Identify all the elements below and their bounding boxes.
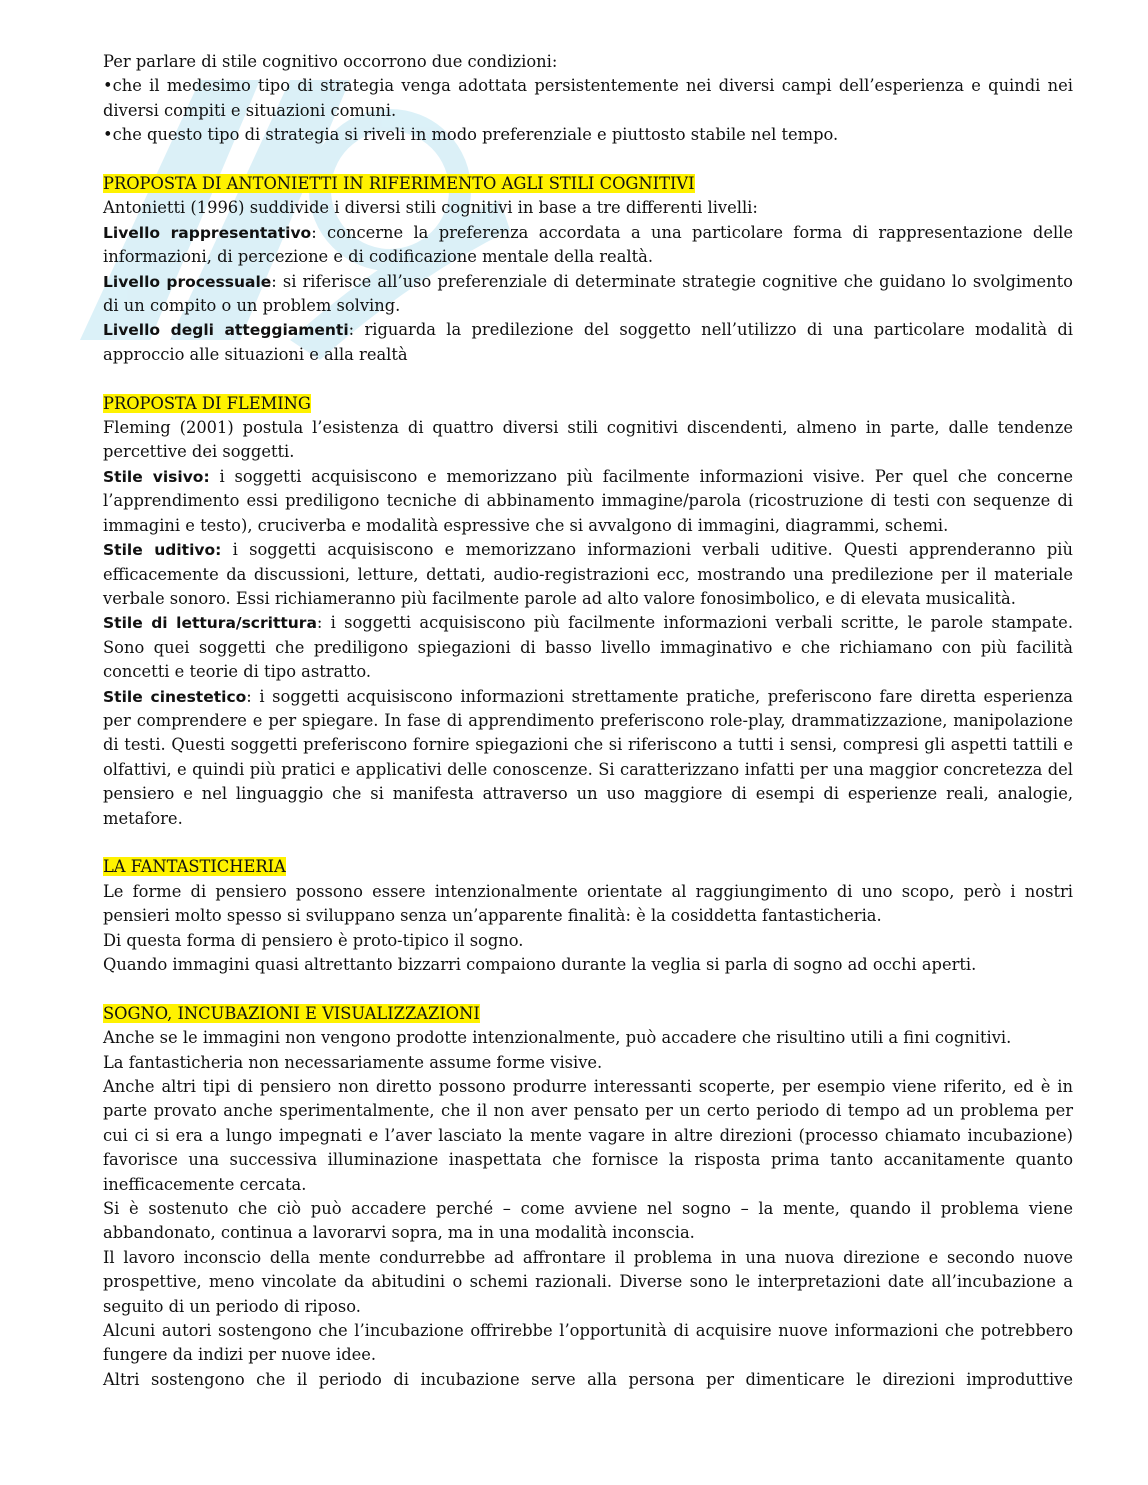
style-term: Stile di lettura/scrittura [103, 614, 317, 633]
sogno-paragraph-last: Altri sostengono che il periodo di incubazione serve alla persona per dimenticare le direzioni improduttive [103, 1369, 1073, 1389]
section-heading-fleming: PROPOSTA DI FLEMING [103, 393, 311, 413]
style-text: : i soggetti acquisiscono più facilmente informazioni verbali scritte, le parole stampate. Sono quei soggetti che prediligono spiegazioni di basso livello immaginativo e che richiamano con più facilità concetti e teorie di tipo astratto. [103, 613, 1073, 682]
style-text: i soggetti acquisiscono e memorizzano informazioni verbali uditive. Questi apprenderanno più efficacemente da discussioni, letture, dettati, audio-registrazioni ecc, mostrando una predilezione per il materiale verbale sonoro. Essi richiameranno più facilmente parole ad alto valore fonosimbolico, e di elevata musicalità. [103, 540, 1073, 608]
style-term: Stile visivo: [103, 467, 210, 486]
fantasticheria-paragraph: Le forme di pensiero possono essere intenzionalmente orientate al raggiungimento di uno scopo, però i nostri pensieri molto spesso si sviluppano senza un’apparente finalità: è la cosiddetta fantasticheria. [103, 881, 1073, 926]
sogno-paragraph: Alcuni autori sostengono che l’incubazione offrirebbe l’opportunità di acquisire nuove informazioni che potrebbero fungere da indizi per nuove idee. [103, 1321, 1073, 1365]
document-page [103, 50, 1073, 1392]
intro-bullet-1: •che il medesimo tipo di strategia venga adottata persistentemente nei diversi campi dell’esperienza e quindi nei diversi compiti e situazioni comuni. [103, 76, 1073, 120]
level-text: : concerne la preferenza accordata a una particolare forma di rappresentazione delle informazioni, di percezione e di codificazione mentale della realtà. [103, 222, 1074, 267]
sogno-paragraph: Anche altri tipi di pensiero non diretto possono produrre interessanti scoperte, per esempio viene riferito, ed è in parte provato anche sperimentalmente, che il non aver pensato per un certo periodo di tempo ad un problema per cui ci si era a lungo impegnati e l’aver lasciato la mente vagare in altre direzioni (processo chiamato incubazione) favorisce una successiva illuminazione inaspettata che fornisce la risposta prima tanto accanitamente quanto inefficacemente cercata. [103, 1077, 1073, 1194]
sogno-paragraph: Anche se le immagini non vengono prodotte intenzionalmente, può accadere che risultino utili a fini cognitivi. [103, 1028, 1012, 1048]
style-lettura-scrittura [103, 611, 1073, 684]
fleming-intro: Fleming (2001) postula l’esistenza di quattro diversi stili cognitivi discendenti, almeno in parte, dalle tendenze percettive dei soggetti. [103, 418, 1073, 462]
level-rappresentativo [103, 221, 1073, 270]
fantasticheria-paragraph: Di questa forma di pensiero è proto-tipico il sogno. [103, 930, 524, 950]
style-term: Stile uditivo: [103, 541, 222, 560]
style-visivo [103, 465, 1073, 538]
section-heading-antonietti: PROPOSTA DI ANTONIETTI IN RIFERIMENTO AGLI STILI COGNITIVI [103, 174, 695, 194]
section-heading-sogno: SOGNO, INCUBAZIONI E VISUALIZZAZIONI [103, 1003, 480, 1023]
sogno-paragraph: La fantasticheria non necessariamente assume forme visive. [103, 1052, 603, 1072]
style-text: : i soggetti acquisiscono informazioni strettamente pratiche, preferiscono fare diretta esperienza per comprendere e per spiegare. In fase di apprendimento preferiscono role-play, drammatizzazione, manipolazione di testi. Questi soggetti preferiscono fornire spiegazioni che si riferiscono a tutti i sensi, compresi gli aspetti tattili e olfattivi, e quindi più pratici e applicativi delle conoscenze. Si caratterizzano infatti per una maggior concretezza del pensiero e nel linguaggio che si manifesta attraverso un uso maggiore di esempi di esperienze reali, analogie, metafore. [103, 686, 1073, 828]
intro-bullet-2: •che questo tipo di strategia si riveli in modo preferenziale e piuttosto stabile nel tempo. [103, 125, 839, 145]
level-term: Livello degli atteggiamenti [103, 321, 349, 340]
fantasticheria-paragraph: Quando immagini quasi altrettanto bizzarri compaiono durante la veglia si parla di sogno ad occhi aperti. [103, 954, 977, 974]
sogno-paragraph: Si è sostenuto che ciò può accadere perché – come avviene nel sogno – la mente, quando il problema viene abbandonato, continua a lavorarvi sopra, ma in una modalità inconscia. [103, 1199, 1073, 1243]
level-text: : riguarda la predilezione del soggetto nell’utilizzo di una particolare modalità di approccio alle situazioni e alla realtà [103, 320, 1073, 364]
style-uditivo [103, 538, 1073, 611]
level-term: Livello rappresentativo [103, 223, 312, 242]
level-term: Livello processuale [103, 272, 272, 291]
level-text: : si riferisce all’uso preferenziale di determinate strategie cognitive che guidano lo svolgimento di un compito o un problem solving. [103, 271, 1073, 316]
level-processuale [103, 270, 1073, 319]
antonietti-intro: Antonietti (1996) suddivide i diversi stili cognitivi in base a tre differenti livelli: [103, 198, 758, 218]
section-heading-fantasticheria: LA FANTASTICHERIA [103, 857, 286, 877]
sogno-paragraph: Il lavoro inconscio della mente condurrebbe ad affrontare il problema in una nuova direzione e secondo nuove prospettive, meno vincolate da abitudini o schemi razionali. Diverse sono le interpretazioni date all’incubazione a seguito di un periodo di riposo. [103, 1247, 1073, 1316]
style-cinestetico [103, 685, 1073, 831]
style-term: Stile cinestetico [103, 687, 247, 706]
style-text: i soggetti acquisiscono e memorizzano più facilmente informazioni visive. Per quel che concerne l’apprendimento essi prediligono tecniche di abbinamento immagine/parola (ricostruzione di testi con sequenze di immagini e testo), cruciverba e modalità espressive che si avvalgono di immagini, diagrammi, schemi. [103, 466, 1074, 535]
intro-line: Per parlare di stile cognitivo occorrono due condizioni: [103, 52, 558, 71]
level-atteggiamenti [103, 318, 1073, 367]
